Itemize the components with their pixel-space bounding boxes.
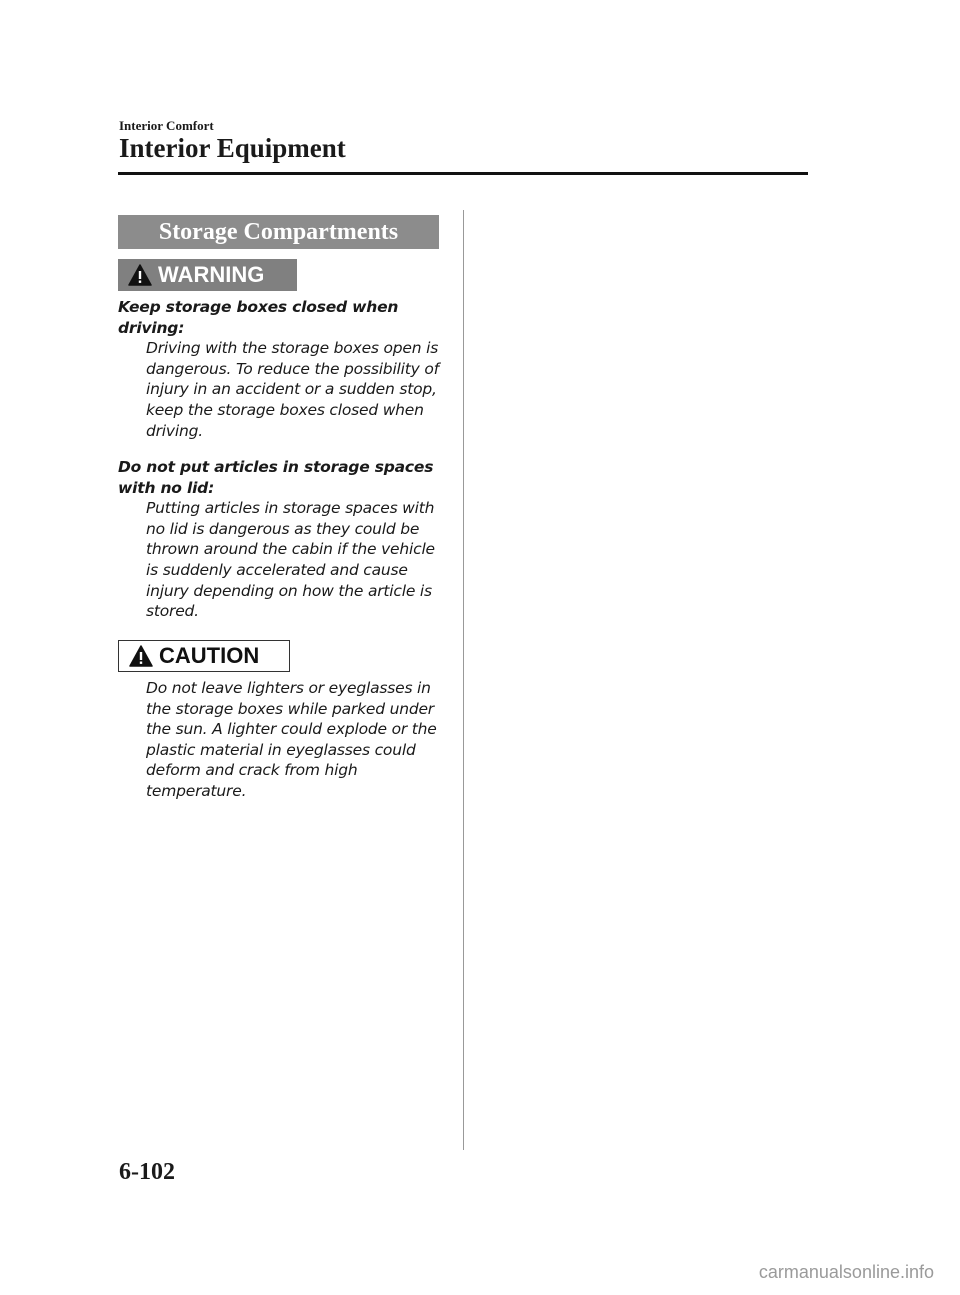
column-divider (463, 210, 464, 1150)
page-number: 6-102 (119, 1159, 175, 1185)
warning-item-2 (118, 457, 448, 622)
section-title: Storage Compartments (118, 215, 439, 249)
warning-item-2-heading: Do not put articles in storage spaces with no lid: (118, 458, 434, 497)
caution-label-text: CAUTION (159, 643, 260, 668)
warning-label-text: WARNING (158, 262, 265, 287)
warning-triangle-icon (128, 264, 152, 286)
caution-triangle-icon (129, 645, 153, 667)
warning-item-2-body: Putting articles in storage spaces with no lid is dangerous as they could be thrown around the cabin if the vehicle is suddenly accelerated and cause injury depending on how the article is stored. (146, 499, 435, 621)
chapter-label: Interior Comfort (119, 118, 214, 133)
warning-item-1 (118, 297, 448, 441)
caution-body: Do not leave lighters or eyeglasses in the storage boxes while parked under the sun. A lighter could explode or the plastic material in eyeglasses could deform and crack from high temperature. (146, 679, 437, 800)
watermark: carmanualsonline.info (758, 1262, 934, 1282)
warning-label (118, 259, 297, 291)
caution-label (118, 640, 290, 672)
warning-item-1-heading: Keep storage boxes closed when driving: (118, 298, 399, 337)
header-rule (118, 172, 808, 175)
page-title: Interior Equipment (119, 133, 346, 163)
warning-item-1-body: Driving with the storage boxes open is dangerous. To reduce the possibility of injury in an accident or a sudden stop, keep the storage boxes closed when driving. (146, 339, 439, 440)
